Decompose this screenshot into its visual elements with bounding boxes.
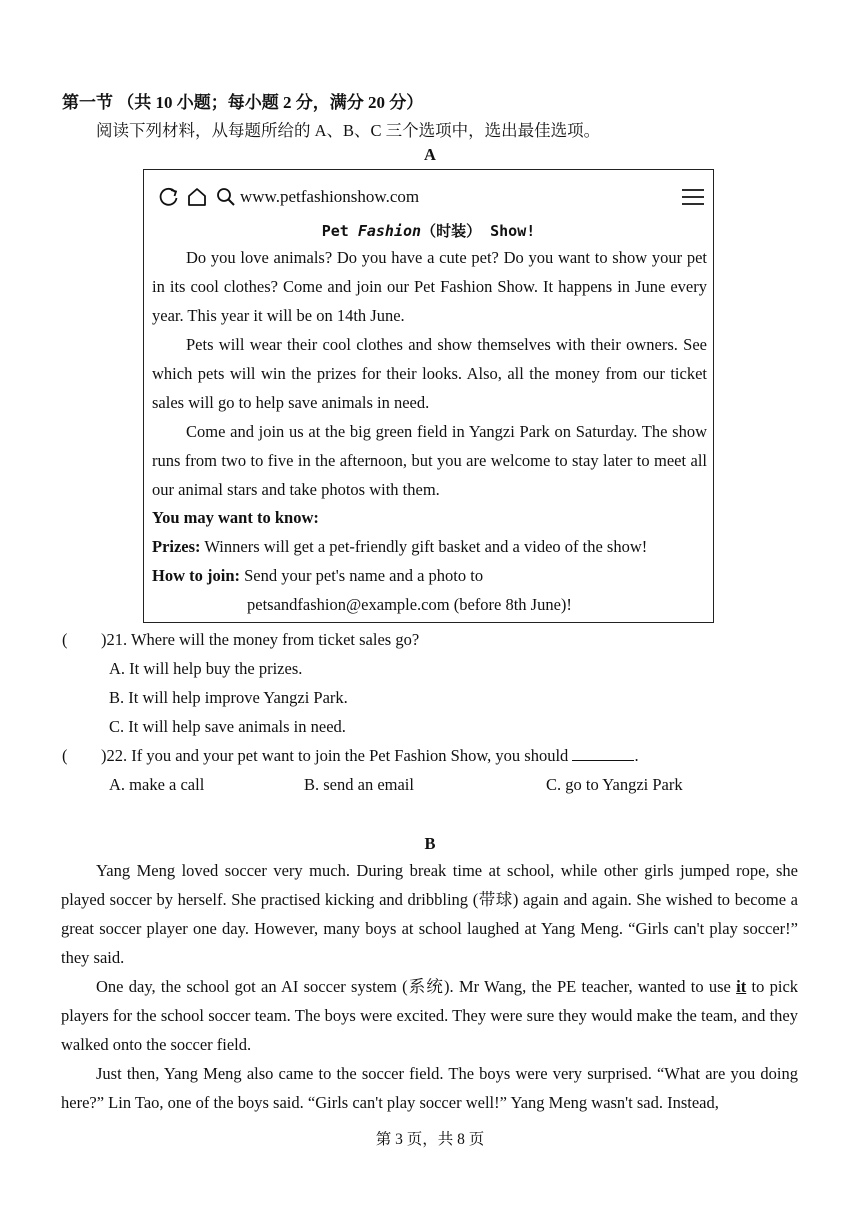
p2-underlined-it: it — [736, 977, 747, 996]
search-icon[interactable] — [216, 187, 236, 207]
q21-paren: ( — [62, 630, 68, 649]
page-footer: 第 3 页，共 8 页 — [375, 1131, 485, 1148]
passage-b — [61, 856, 798, 1117]
p2-part-a: One day, the school got an AI soccer system (系统). Mr Wang, the PE teacher, wanted to use — [96, 977, 731, 996]
q22-stem-end: . — [634, 746, 639, 765]
q21-option-c[interactable]: C. It will help save animals in need. — [109, 717, 346, 736]
join-label: How to join: — [152, 566, 240, 585]
ad-title-cn: （时装） — [421, 222, 482, 240]
q21-option-b[interactable]: B. It will help improve Yangzi Park. — [109, 688, 348, 707]
section-heading: 第一节 （共 10 小题；每小题 2 分，满分 20 分） — [62, 93, 424, 112]
ad-title — [144, 220, 713, 241]
ad-paragraph-1: Do you love animals? Do you have a cute pet? Do you want to show your pet in its cool clothes? Come and join our Pet Fashion Show. It happens in June every year. This year it will be on 14th June. — [152, 248, 707, 325]
q22-stem-text: )22. If you and your pet want to join the Pet Fashion Show, you should — [101, 746, 569, 765]
join-line — [152, 566, 483, 586]
browser-toolbar — [158, 184, 419, 210]
q21-stem: )21. Where will the money from ticket sales go? — [101, 630, 420, 649]
url-text[interactable]: www.petfashionshow.com — [240, 187, 420, 206]
answer-blank[interactable] — [572, 746, 634, 761]
ad-title-pet: Pet — [321, 222, 349, 240]
ad-paragraph-2: Pets will wear their cool clothes and show themselves with their owners. See which pets will win the prizes for their looks. Also, all the money from our ticket sales will go to help save animals in need. — [152, 335, 707, 412]
passage-b-paragraph-2 — [61, 972, 798, 1059]
q22-paren: ( — [62, 746, 68, 765]
prizes-label: Prizes: — [152, 537, 201, 556]
prizes-line — [152, 537, 647, 557]
q21-option-a[interactable]: A. It will help buy the prizes. — [109, 659, 303, 678]
join-text: Send your pet's name and a photo to — [244, 566, 484, 585]
passage-b-paragraph-1: Yang Meng loved soccer very much. During break time at school, while other girls jumped rope, she played soccer by herself. She practised kicking and dribbling (带球) again and again. She wished to become a great soccer player one day. However, many boys at school laughed at Yang Meng. “Girls can't play soccer!” they said. — [61, 861, 798, 967]
join-email: petsandfashion@example.com (before 8th June)! — [247, 595, 572, 614]
q22-option-b[interactable]: B. send an email — [304, 775, 414, 794]
hamburger-menu-icon[interactable] — [681, 188, 705, 211]
passage-b-label: B — [424, 834, 436, 853]
prizes-text: Winners will get a pet-friendly gift basket and a video of the show! — [204, 537, 648, 556]
refresh-icon[interactable] — [158, 186, 180, 208]
passage-b-paragraph-3: Just then, Yang Meng also came to the soccer field. The boys were very surprised. “What are you doing here?” Lin Tao, one of the boys said. “Girls can't play soccer well!” Yang Meng wasn't sad. Instead, — [61, 1064, 798, 1112]
section-instruction: 阅读下列材料，从每题所给的 A、B、C 三个选项中，选出最佳选项。 — [96, 121, 601, 140]
p2-part-b: to pick players for the school soccer team. The boys were excited. They were sure they would make the team, and they walked onto the soccer field. — [61, 977, 799, 1054]
know-label: You may want to know: — [152, 508, 319, 527]
q22-option-c[interactable]: C. go to Yangzi Park — [546, 775, 683, 794]
ad-paragraph-3: Come and join us at the big green field in Yangzi Park on Saturday. The show runs from two to five in the afternoon, but you are welcome to stay later to meet all our animal stars and take photos with them. — [152, 422, 707, 499]
home-icon[interactable] — [186, 186, 208, 208]
ad-title-show: Show! — [490, 222, 536, 240]
q22-stem — [101, 746, 639, 766]
passage-a-label: A — [424, 145, 436, 164]
ad-box — [143, 169, 714, 623]
ad-title-fashion: Fashion — [357, 222, 422, 240]
q22-option-a[interactable]: A. make a call — [109, 775, 205, 794]
